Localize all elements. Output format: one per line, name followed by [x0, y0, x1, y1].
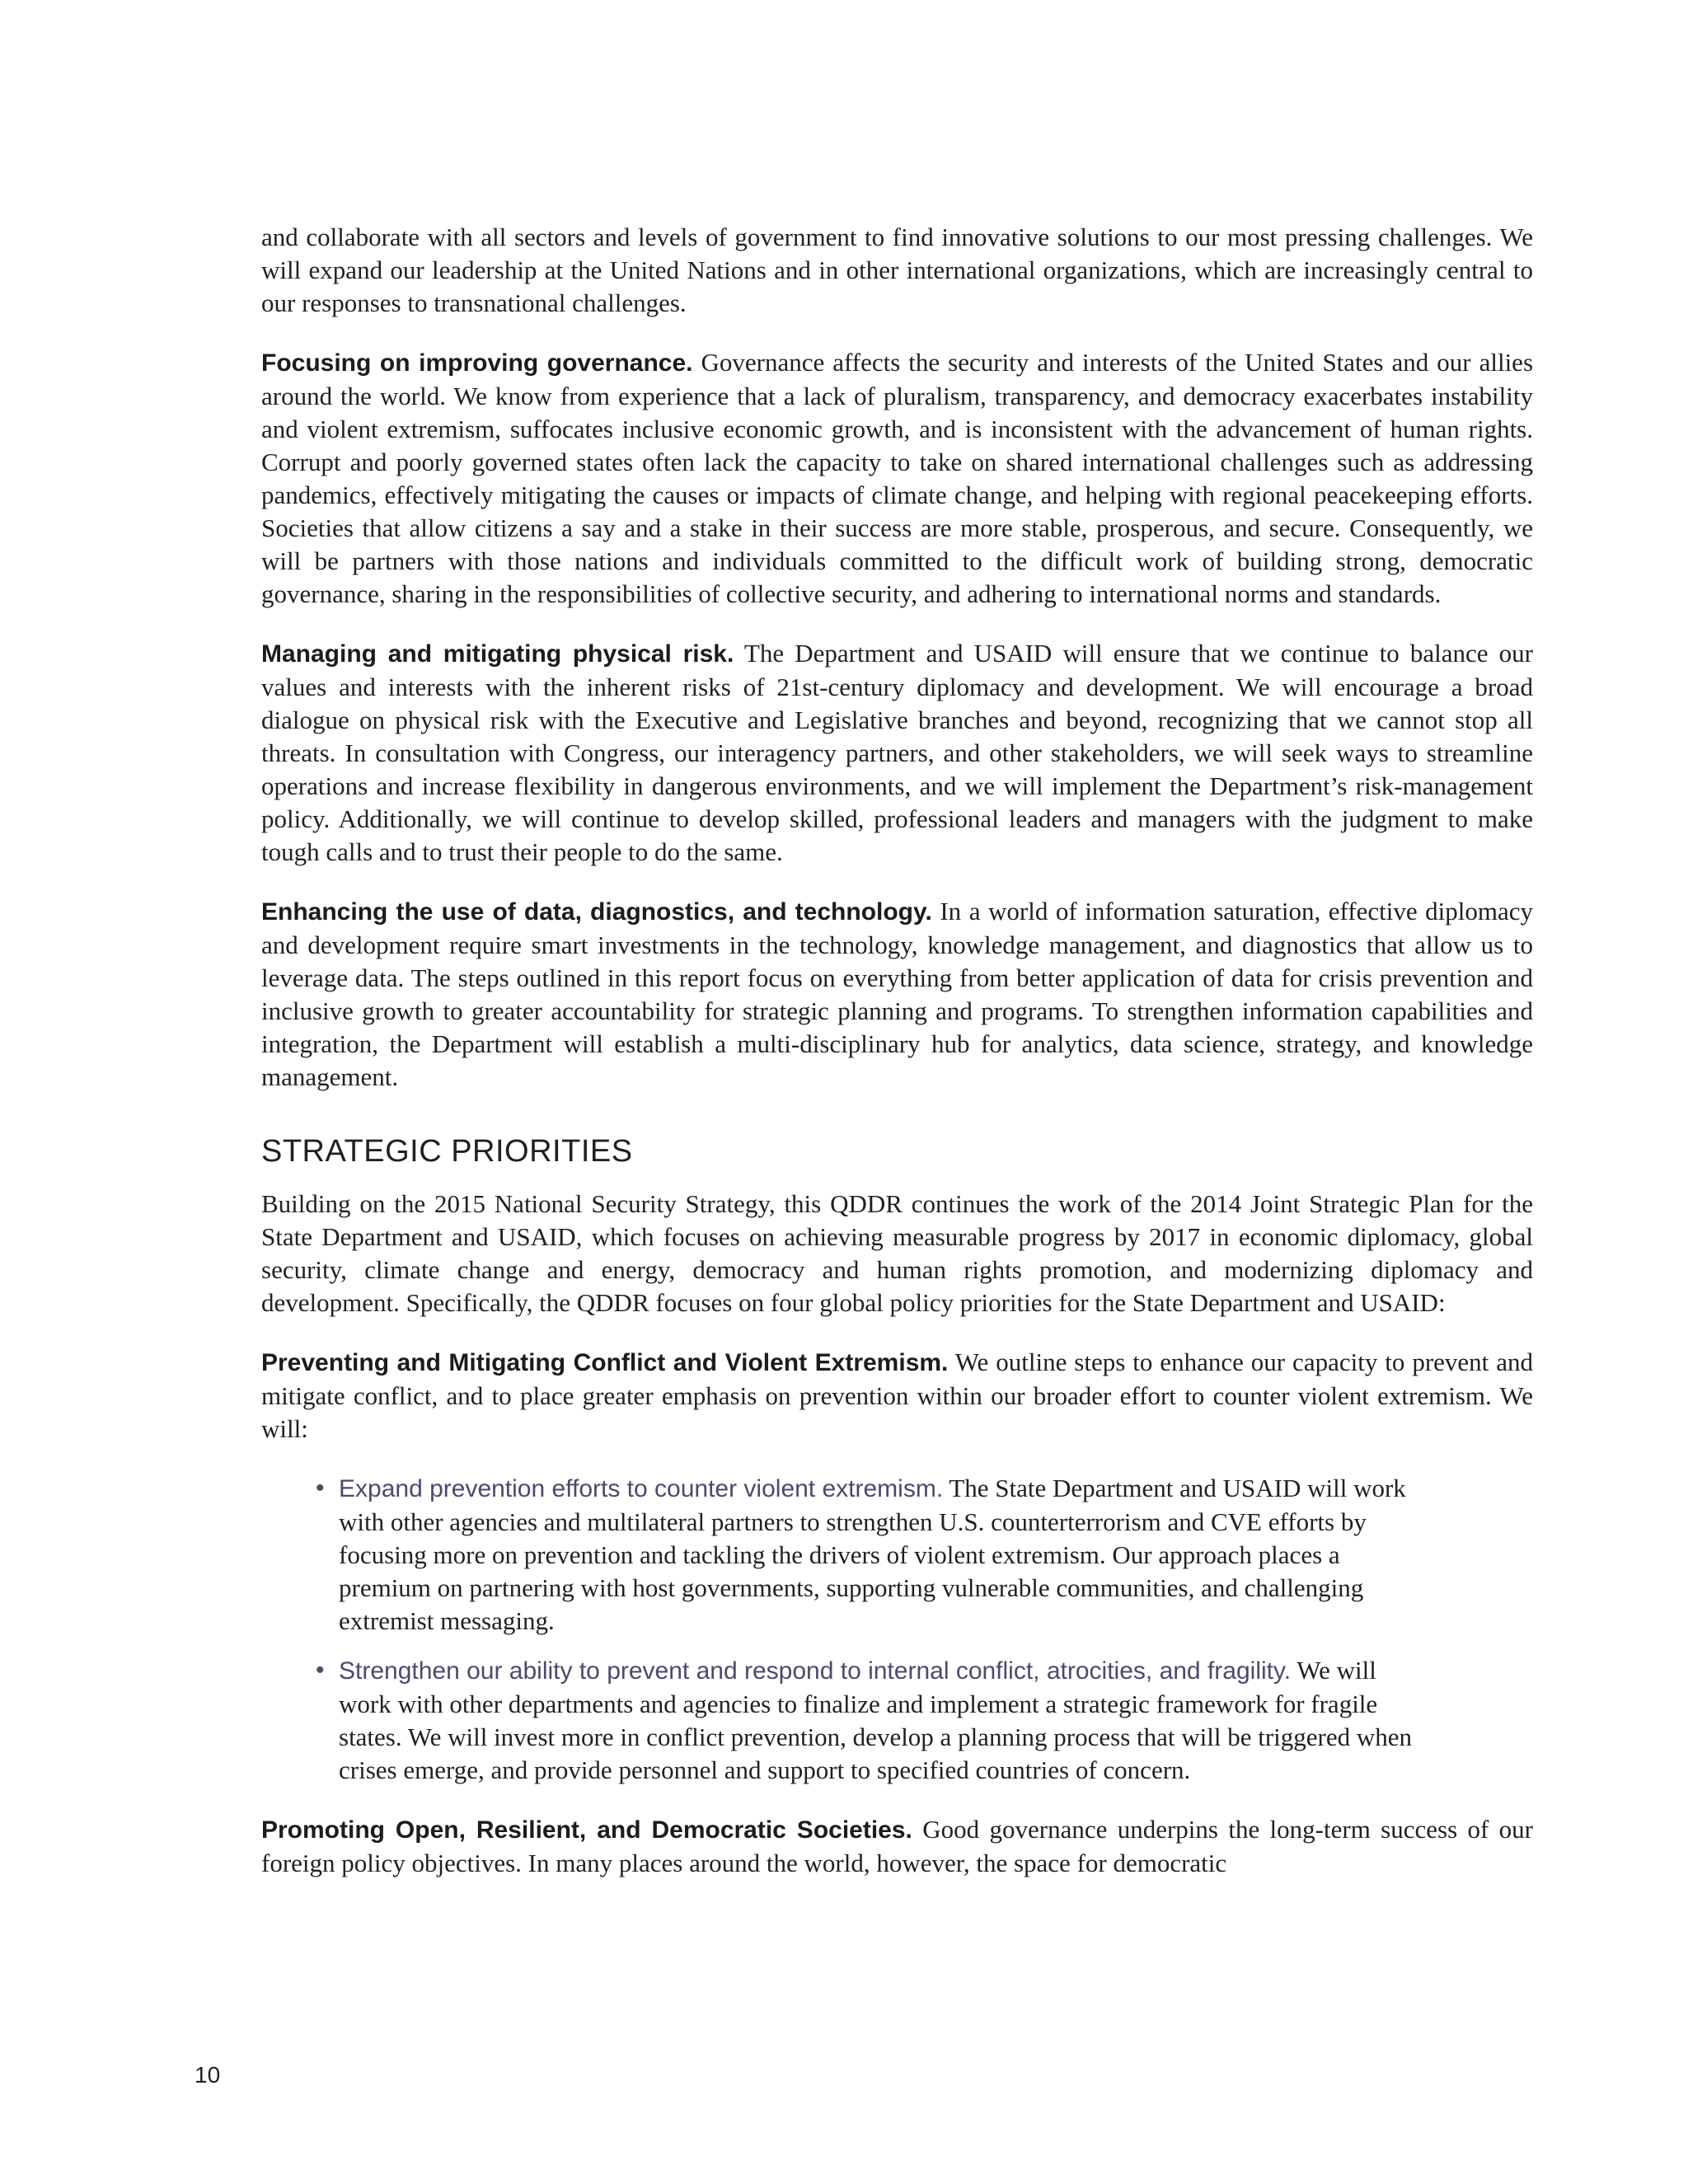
democratic-text: Good governance underpins the long-term success of our foreign policy objectives. In many places around the world, however, the space for democratic: [261, 1815, 1533, 1877]
page-number: 10: [195, 2062, 221, 2088]
governance-paragraph: [261, 346, 1533, 611]
democratic-paragraph: [261, 1813, 1533, 1880]
strategic-priorities-heading: STRATEGIC PRIORITIES: [261, 1134, 633, 1169]
physical-risk-text: The Department and USAID will ensure that we continue to balance our values and interests with the inherent risks of 21st-century diplomacy and development. We will encourage a broad dialogue on physical risk with the Executive and Legislative branches and beyond, recognizing that we cannot stop all threats. In consultation with Congress, our interagency partners, and other stakeholders, we will seek ways to streamline operations and increase flexibility in dangerous environments, and we will implement the Department’s risk-management policy. Additionally, we will continue to develop skilled, professional leaders and managers with the judgment to make tough calls and to trust their people to do the same.: [261, 639, 1533, 866]
conflict-text: We outline steps to enhance our capacity to prevent and mitigate conflict, and to place greater emphasis on prevention within our broader effort to counter violent extremism. We will:: [261, 1347, 1533, 1443]
bullet-marker: •: [316, 1657, 325, 1684]
page-content: [261, 221, 1533, 1906]
bullet-lead: Expand prevention efforts to counter violent extremism.: [339, 1475, 944, 1502]
list-item: [316, 1654, 1435, 1787]
bullet-marker: •: [316, 1474, 325, 1502]
strategic-priorities-intro: Building on the 2015 National Security Strategy, this QDDR continues the work of the 2014 Joint Strategic Plan for the State Department and USAID, which focuses on achieving measurable progress by 2017 in economic diplomacy, global security, climate change and energy, democracy and human rights promotion, and modernizing diplomacy and development. Specifically, the QDDR focuses on four global policy priorities for the State Department and USAID:: [261, 1189, 1533, 1317]
conflict-paragraph: [261, 1346, 1533, 1446]
physical-risk-paragraph: [261, 637, 1533, 869]
physical-risk-lead: Managing and mitigating physical risk.: [261, 640, 734, 668]
governance-text: Governance affects the security and interests of the United States and our allies around the world. We know from experience that a lack of pluralism, transparency, and democracy exacerbates instability and violent extremism, suffocates inclusive economic growth, and is inconsistent with the advancement of human rights. Corrupt and poorly governed states often lack the capacity to take on shared international challenges such as addressing pandemics, effectively mitigating the causes or impacts of climate change, and helping with regional peacekeeping efforts. Societies that allow citizens a say and a stake in their success are more stable, prosperous, and secure. Consequently, we will be partners with those nations and individuals committed to the difficult work of building strong, democratic governance, sharing in the responsibilities of collective security, and adhering to international norms and standards.: [261, 348, 1534, 608]
conflict-lead: Preventing and Mitigating Conflict and Violent Extremism.: [261, 1349, 949, 1376]
bullet-lead: Strengthen our ability to prevent and respond to internal conflict, atrocities, and fragility.: [339, 1657, 1292, 1685]
data-technology-lead: Enhancing the use of data, diagnostics, and technology.: [261, 898, 932, 926]
democratic-lead: Promoting Open, Resilient, and Democratic Societies.: [261, 1816, 912, 1844]
data-technology-paragraph: [261, 895, 1533, 1094]
bullet-text: The State Department and USAID will work with other agencies and multilateral partners to strengthen U.S. counterterrorism and CVE efforts by focusing more on prevention and tackling the drivers of violent extremism. Our approach places a premium on partnering with host governments, supporting vulnerable communities, and challenging extremist messaging.: [339, 1474, 1406, 1635]
governance-lead: Focusing on improving governance.: [261, 349, 693, 377]
list-item: [316, 1472, 1435, 1638]
conflict-bullet-list: [261, 1472, 1435, 1787]
bullet-text: We will work with other departments and agencies to finalize and implement a strategic framework for fragile states. We will invest more in conflict prevention, develop a planning process that will be triggered when crises emerge, and provide personnel and support to specified countries of concern.: [339, 1656, 1413, 1784]
data-technology-text: In a world of information saturation, effective diplomacy and development require smart investments in the technology, knowledge management, and diagnostics that allow us to leverage data. The steps outlined in this report focus on everything from better application of data for crisis prevention and inclusive growth to greater accountability for strategic planning and programs. To strengthen information capabilities and integration, the Department will establish a multi-disciplinary hub for analytics, data science, strategy, and knowledge management.: [261, 897, 1533, 1091]
intro-continuation-paragraph: and collaborate with all sectors and levels of government to find innovative solutions to our most pressing challenges. We will expand our leadership at the United Nations and in other international organizations, which are increasingly central to our responses to transnational challenges.: [261, 223, 1533, 317]
